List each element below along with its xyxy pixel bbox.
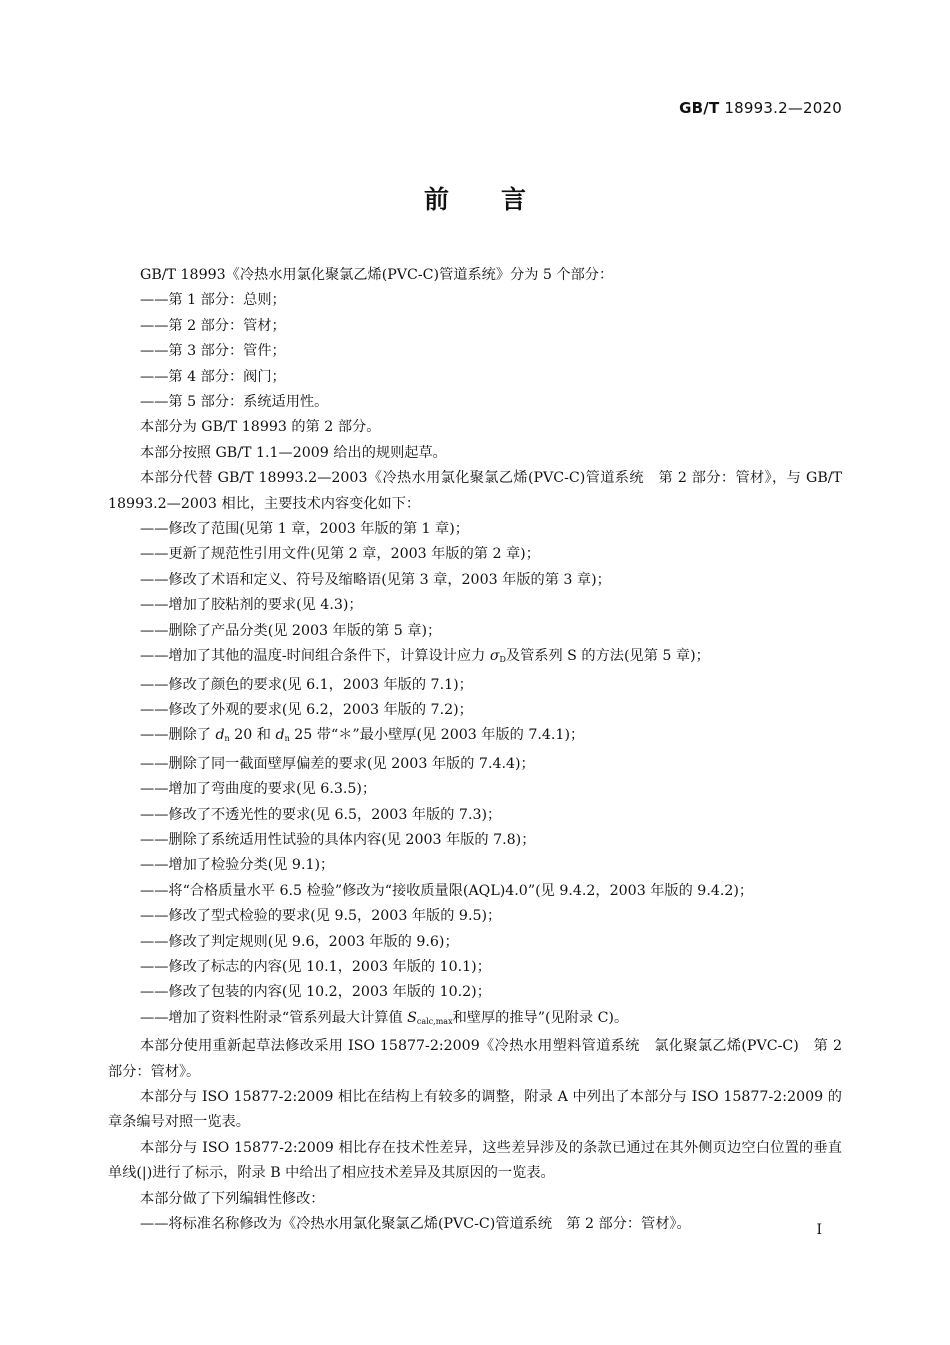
change-text: 及管系列 S 的方法(见第 5 章)； bbox=[505, 648, 710, 665]
change-text: ——删除了 bbox=[140, 727, 216, 744]
change-item-min-wall bbox=[140, 723, 842, 751]
editorial-item: ——将标准名称修改为《冷热水用氯化聚氯乙烯(PVC-C)管道系统 第 2 部分：管材》。 bbox=[140, 1216, 691, 1233]
change-item-design-stress bbox=[140, 644, 842, 672]
change-text: ——增加了资料性附录“管系列最大计算值 bbox=[140, 1009, 408, 1026]
change-text: ——增加了其他的温度-时间组合条件下，计算设计应力 bbox=[140, 648, 490, 665]
part-item: ——第 4 部分：阀门； bbox=[140, 368, 286, 385]
dn-symbol: d bbox=[215, 727, 225, 744]
change-item: ——增加了检验分类(见 9.1)； bbox=[140, 857, 335, 874]
change-item: ——修改了标志的内容(见 10.1，2003 年版的 10.1)； bbox=[140, 958, 491, 975]
change-text: 25 带“＊”最小壁厚(见 2003 年版的 7.4.1)； bbox=[289, 727, 585, 744]
change-item: ——修改了型式检验的要求(见 9.5，2003 年版的 9.5)； bbox=[140, 908, 502, 925]
change-item: ——修改了术语和定义、符号及缩略语(见第 3 章，2003 年版的第 3 章)； bbox=[140, 571, 611, 588]
change-item: ——增加了弯曲度的要求(见 6.3.5)； bbox=[140, 781, 377, 798]
change-item: ——修改了外观的要求(见 6.2，2003 年版的 7.2)； bbox=[140, 701, 473, 718]
foreword-body bbox=[108, 263, 842, 1237]
part-item: ——第 5 部分：系统适用性。 bbox=[140, 394, 329, 411]
part-item: ——第 1 部分：总则； bbox=[140, 292, 286, 309]
change-text: 和壁厚的推导”(见附录 C)。 bbox=[452, 1009, 629, 1026]
change-item: ——删除了系统适用性试验的具体内容(见 2003 年版的 7.8)； bbox=[140, 831, 536, 848]
dn-subscript: n bbox=[224, 734, 230, 744]
annex-b-paragraph: 本部分与 ISO 15877-2:2009 相比存在技术性差异，这些差异涉及的条款已通过在其外侧页边空白位置的垂直单线(|)进行了标示，附录 B 中给出了相应技术差异及其原因的一览表。 bbox=[108, 1139, 842, 1182]
dn-symbol: d bbox=[275, 727, 285, 744]
rules-paragraph: 本部分按照 GB/T 1.1—2009 给出的规则起草。 bbox=[140, 444, 447, 461]
change-item: ——将“合格质量水平 6.5 检验”修改为“接收质量限(AQL)4.0”(见 9.4.2，2003 年版的 9.4.2)； bbox=[140, 882, 754, 899]
s-subscript: calc,max bbox=[416, 1016, 453, 1026]
sigma-symbol: σ bbox=[489, 648, 500, 665]
replace-paragraph: 本部分代替 GB/T 18993.2—2003《冷热水用氯化聚氯乙烯(PVC-C)管道系统 第 2 部分：管材》，与 GB/T 18993.2—2003 相比，主要技术内容变化如下： bbox=[108, 470, 842, 512]
s-symbol: S bbox=[407, 1009, 417, 1026]
dn-subscript: n bbox=[284, 734, 290, 744]
annex-a-paragraph: 本部分与 ISO 15877-2:2009 相比在结构上有较多的调整，附录 A 中列出了本部分与 ISO 15877-2:2009 的章条编号对照一览表。 bbox=[108, 1089, 842, 1131]
change-item: ——修改了颜色的要求(见 6.1，2003 年版的 7.1)； bbox=[140, 676, 473, 693]
part-item: ——第 3 部分：管件； bbox=[140, 343, 286, 360]
change-item: ——删除了产品分类(见 2003 年版的第 5 章)； bbox=[140, 622, 442, 639]
sigma-subscript: D bbox=[499, 655, 506, 665]
standard-code bbox=[679, 99, 842, 117]
change-text: 20 和 bbox=[229, 727, 276, 744]
part-item: ——第 2 部分：管材； bbox=[140, 317, 286, 334]
change-item: ——修改了范围(见第 1 章，2003 年版的第 1 章)； bbox=[140, 521, 469, 538]
change-item-annex-c bbox=[140, 1006, 842, 1034]
standard-code-number: 18993.2—2020 bbox=[724, 99, 842, 117]
intro-paragraph: GB/T 18993《冷热水用氯化聚氯乙烯(PVC-C)管道系统》分为 5 个部分： bbox=[140, 267, 614, 283]
editorial-paragraph: 本部分做了下列编辑性修改： bbox=[140, 1190, 325, 1207]
page-title: 前言 bbox=[423, 185, 578, 214]
change-item: ——增加了胶粘剂的要求(见 4.3)； bbox=[140, 597, 363, 614]
standard-code-prefix: GB/T bbox=[679, 99, 720, 117]
iso-paragraph: 本部分使用重新起草法修改采用 ISO 15877-2:2009《冷热水用塑料管道系统 氯化聚氯乙烯(PVC-C) 第 2 部分：管材》。 bbox=[108, 1038, 842, 1080]
change-item: ——修改了判定规则(见 9.6，2003 年版的 9.6)； bbox=[140, 933, 459, 950]
change-item: ——修改了包装的内容(见 10.2，2003 年版的 10.2)； bbox=[140, 984, 491, 1001]
change-item: ——更新了规范性引用文件(见第 2 章，2003 年版的第 2 章)； bbox=[140, 546, 540, 563]
change-item: ——删除了同一截面壁厚偏差的要求(见 2003 年版的 7.4.4)； bbox=[140, 755, 535, 772]
change-item: ——修改了不透光性的要求(见 6.5，2003 年版的 7.3)； bbox=[140, 806, 502, 823]
page-number: I bbox=[816, 1222, 822, 1238]
part-of-paragraph: 本部分为 GB/T 18993 的第 2 部分。 bbox=[140, 419, 381, 436]
